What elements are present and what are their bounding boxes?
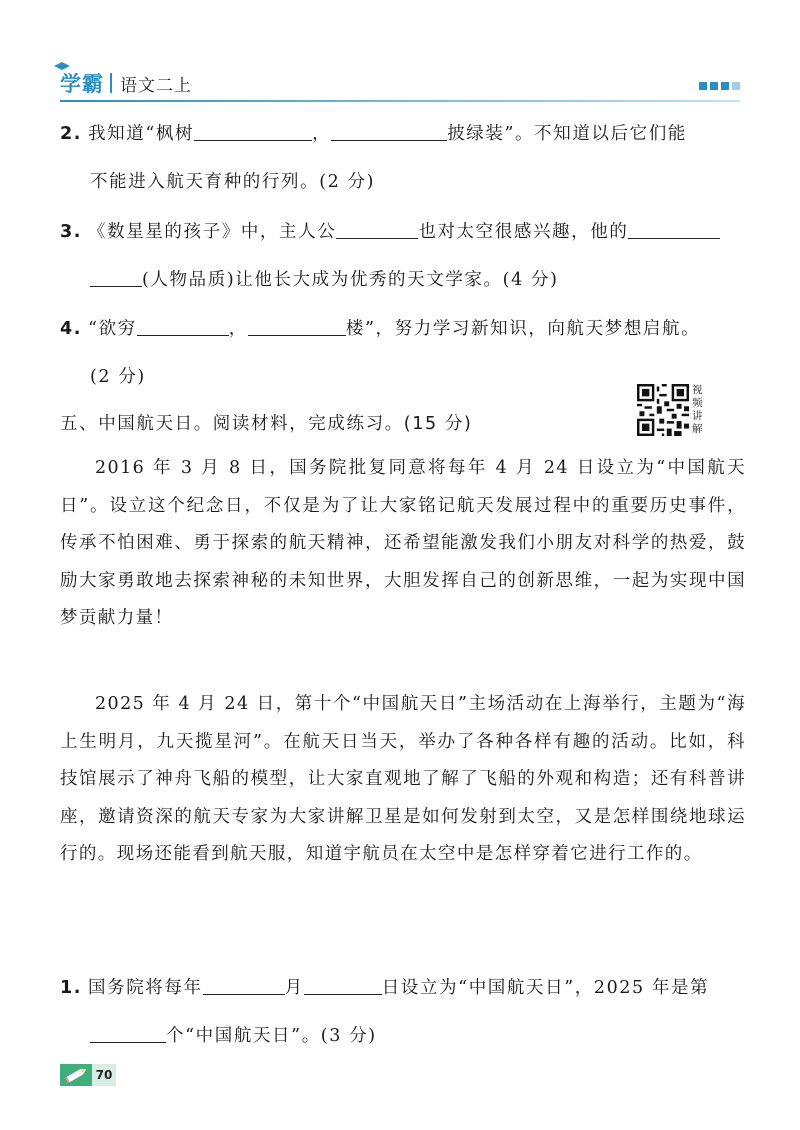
header-decoration (699, 82, 740, 90)
answer-blank[interactable] (304, 976, 382, 995)
answer-blank[interactable] (628, 220, 720, 239)
answer-blank[interactable] (248, 317, 346, 336)
reading-passage (60, 450, 746, 638)
passage-paragraph-2: 2025 年 4 月 24 日，第十个“中国航天日”主场活动在上海举行，主题为“海上生明月，九天揽星河”。在航天日当天，举办了各种各样有趣的活动。比如，科技馆展示了神舟飞船的模型，让大家直观地了解了飞船的外观和构造；还有科普讲座，邀请资深的航天专家为大家讲解卫星是如何发射到太空，又是怎样围绕地球运行的。现场还能看到航天服，知道宇航员在太空中是怎样穿着它进行工作的。 (60, 694, 746, 865)
section-5-title: 五、中国航天日。阅读材料，完成练习。(15 分) (60, 414, 473, 434)
graduation-cap-icon (54, 62, 70, 72)
footer-badge (60, 1064, 92, 1086)
answer-blank[interactable] (90, 1024, 166, 1043)
question-2-line-2: 不能进入航天育种的行列。(2 分) (90, 172, 376, 192)
page-header (60, 68, 740, 100)
brand-separator (110, 73, 112, 93)
question-5-1: 1. 国务院将每年 月 日设立为“中国航天日”，2025 年是第 (60, 978, 710, 998)
page-footer (60, 1064, 118, 1086)
header-divider (60, 100, 740, 102)
question-5-1-line-2: 个“中国航天日”。(3 分) (90, 1022, 377, 1047)
page-number: 70 (92, 1064, 116, 1086)
answer-blank[interactable] (194, 122, 312, 141)
answer-blank[interactable] (331, 122, 447, 141)
question-4: 4. “欲穷 ， 楼”，努力学习新知识，向航天梦想启航。 (60, 319, 701, 339)
question-3: 3. 《数星星的孩子》中，主人公 也对太空很感兴趣，他的 (60, 218, 720, 243)
answer-blank[interactable] (203, 976, 285, 995)
reading-passage-2 (60, 686, 746, 874)
question-2: 2. 我知道“枫树 ， 披绿装”。不知道以后它们能 (60, 124, 687, 144)
passage-paragraph-1: 2016 年 3 月 8 日，国务院批复同意将每年 4 月 24 日设立为“中国航天日”。设立这个纪念日，不仅是为了让大家铭记航天发展过程中的重要历史事件，传承不怕困难、勇于探索的航天精神，还希望能激发我们小朋友对科学的热爱，鼓励大家勇敢地去探索神秘的未知世界，大胆发挥自己的创新思维，一起为实现中国梦贡献力量！ (60, 458, 746, 629)
question-4-line-2: (2 分) (90, 367, 146, 387)
book-subject: 语文二上 (120, 75, 192, 96)
brand-name: 学霸 (60, 68, 104, 98)
brand-logo (60, 68, 192, 98)
qr-code-icon[interactable] (637, 384, 689, 436)
question-3-line-2: (人物品质)让他长大成为优秀的天文学家。(4 分) (90, 266, 559, 291)
answer-blank[interactable] (137, 317, 229, 336)
pencil-icon (60, 1064, 92, 1086)
answer-blank[interactable] (90, 268, 142, 287)
qr-code-label: 视频讲解 (692, 384, 703, 435)
answer-blank[interactable] (336, 220, 418, 239)
